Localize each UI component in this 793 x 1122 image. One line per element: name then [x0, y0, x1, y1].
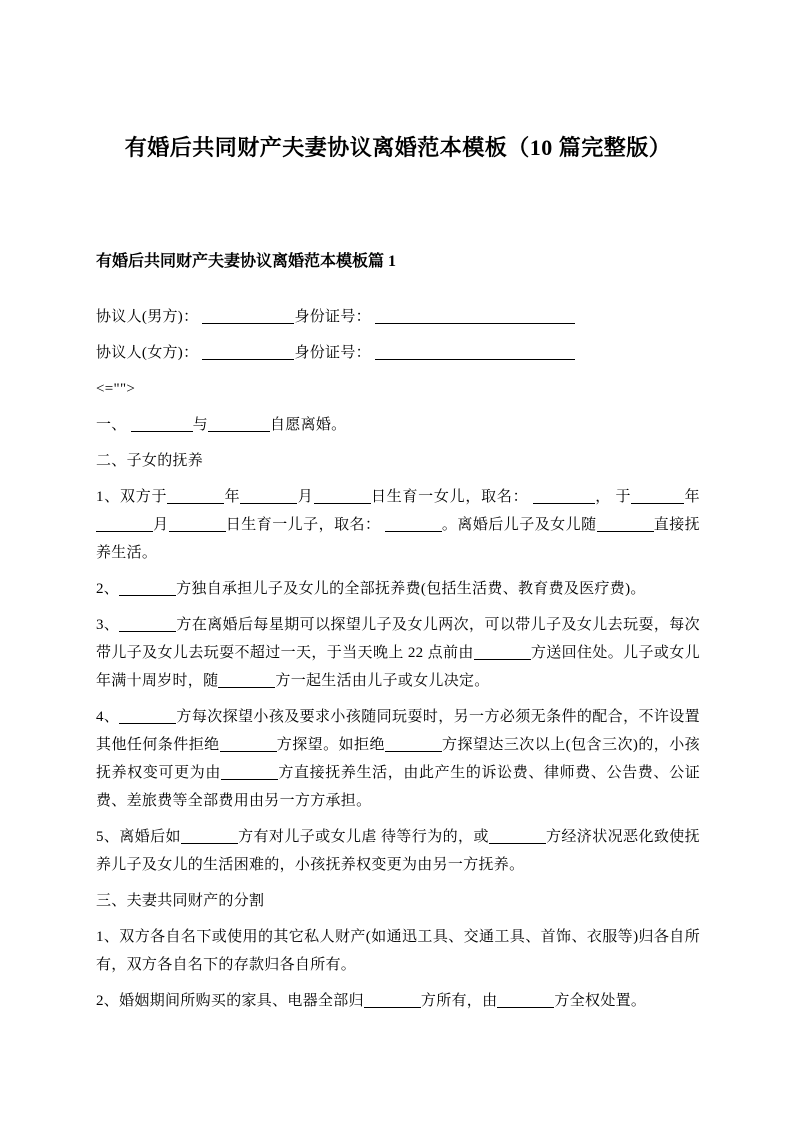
clause-property-1: 1、双方各自名下或使用的其它私人财产(如通迅工具、交通工具、首饰、衣服等)归各自所有，双方各自名下的存款归各自所有。 [96, 929, 700, 973]
document-title: 有婚后共同财产夫妻协议离婚范本模板（10 篇完整版） [124, 135, 672, 160]
blank-field [221, 764, 278, 780]
paragraphs-container [96, 303, 700, 1015]
clause-custody-2: 2、 方独自承担儿子及女儿的全部抚养费(包括生活费、教育费及医疗费)。 [96, 581, 646, 597]
heading-property-division: 三、夫妻共同财产的分割 [96, 893, 265, 909]
clause-custody-3: 3、 方在离婚后每星期可以探望儿子及女儿两次，可以带儿子及女儿去玩耍，每次带儿子及女儿去玩耍不超过一天，于当天晚上 22 点前由 方送回住处。儿子或女儿年满十周岁时，随 方一起生活由儿子或女儿决定。 [96, 617, 700, 689]
blank-field [533, 488, 595, 504]
section-heading: 有婚后共同财产夫妻协议离婚范本模板篇 1 [96, 253, 397, 270]
blank-field [220, 736, 277, 752]
blank-field [474, 644, 531, 660]
party-line-male: 协议人(男方)： 身份证号： [96, 303, 700, 331]
blank-field [597, 516, 654, 532]
blank-field [314, 488, 371, 504]
clause-custody-1: 1、双方于 年 月 日生育一女儿，取名： ， 于 年月 日生育一儿子，取名： 。离婚后儿子及女儿随 直接抚养生活。 [96, 489, 700, 561]
blank-field [202, 308, 294, 324]
blank-field [489, 828, 546, 844]
clause-voluntary-divorce: 一、 与 自愿离婚。 [96, 417, 347, 433]
blank-field [119, 580, 176, 596]
heading-child-custody: 二、子女的抚养 [96, 453, 204, 469]
blank-field [375, 308, 575, 324]
stray-markup-line: <=""> [96, 381, 136, 397]
blank-field [364, 992, 421, 1008]
blank-field [131, 416, 193, 432]
clause-property-2: 2、婚姻期间所购买的家具、电器全部归 方所有，由 方全权处置。 [96, 993, 647, 1009]
blank-field [167, 488, 224, 504]
blank-field [375, 344, 575, 360]
blank-field [631, 488, 684, 504]
clause-custody-5: 5、离婚后如 方有对儿子或女儿虐 待等行为的，或 方经济状况恶化致使抚养儿子及女儿的生活困难的，小孩抚养权变更为由另一方抚养。 [96, 829, 700, 873]
blank-field [119, 708, 176, 724]
blank-field [96, 516, 153, 532]
blank-field [181, 828, 238, 844]
blank-field [169, 516, 226, 532]
blank-field [240, 488, 297, 504]
blank-field [385, 516, 442, 532]
blank-field [202, 344, 294, 360]
party-line-female: 协议人(女方)： 身份证号： [96, 339, 700, 367]
blank-field [218, 672, 275, 688]
blank-field [385, 736, 442, 752]
clause-custody-4: 4、 方每次探望小孩及要求小孩随同玩耍时，另一方必须无条件的配合，不许设置其他任何条件拒绝 方探望。如拒绝 方探望达三次以上(包含三次)的，小孩抚养权变可更为由 方直接抚养生活，由此产生的诉讼费、律师费、公告费、公证费、差旅费等全部费用由另一方方承担。 [96, 709, 700, 809]
blank-field [208, 416, 270, 432]
blank-field [119, 616, 176, 632]
blank-field [497, 992, 554, 1008]
